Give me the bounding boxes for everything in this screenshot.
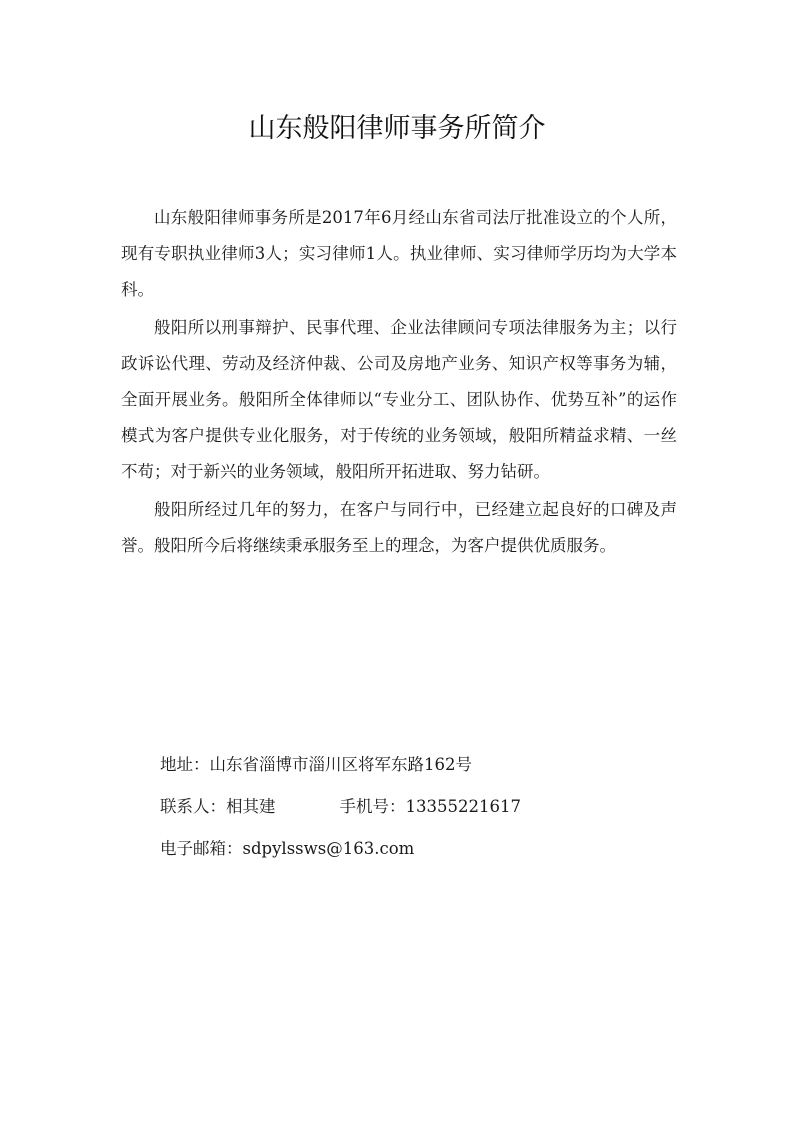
page-title: 山东般阳律师事务所简介 xyxy=(248,113,546,144)
phone-text: 手机号：13355221617 xyxy=(339,797,521,816)
contact-block xyxy=(160,744,680,870)
paragraph-services: 般阳所以刑事辩护、民事代理、企业法律顾问专项法律服务为主；以行政诉讼代理、劳动及经济仲裁、公司及房地产业务、知识产权等事务为辅，全面开展业务。般阳所全体律师以“专业分工、团队协作、优势互补”的运作模式为客户提供专业化服务，对于传统的业务领域，般阳所精益求精、一丝不苟；对于新兴的业务领域，般阳所开拓进取、努力钻研。 xyxy=(121,318,677,481)
contact-person-text: 联系人：相其建 xyxy=(160,797,276,816)
contact-person-line xyxy=(160,786,680,828)
paragraph-reputation: 般阳所经过几年的努力，在客户与同行中，已经建立起良好的口碑及声誉。般阳所今后将继续秉承服务至上的理念，为客户提供优质服务。 xyxy=(121,500,677,555)
address-text: 地址：山东省淄博市淄川区将军东路162号 xyxy=(160,755,472,774)
address-line xyxy=(160,744,680,786)
document-body xyxy=(121,200,677,566)
email-text: 电子邮箱：sdpylssws@163.com xyxy=(160,839,415,858)
paragraph-intro: 山东般阳律师事务所是2017年6月经山东省司法厅批准设立的个人所，现有专职执业律师3人；实习律师1人。执业律师、实习律师学历均为大学本科。 xyxy=(121,208,677,299)
email-line xyxy=(160,828,680,870)
